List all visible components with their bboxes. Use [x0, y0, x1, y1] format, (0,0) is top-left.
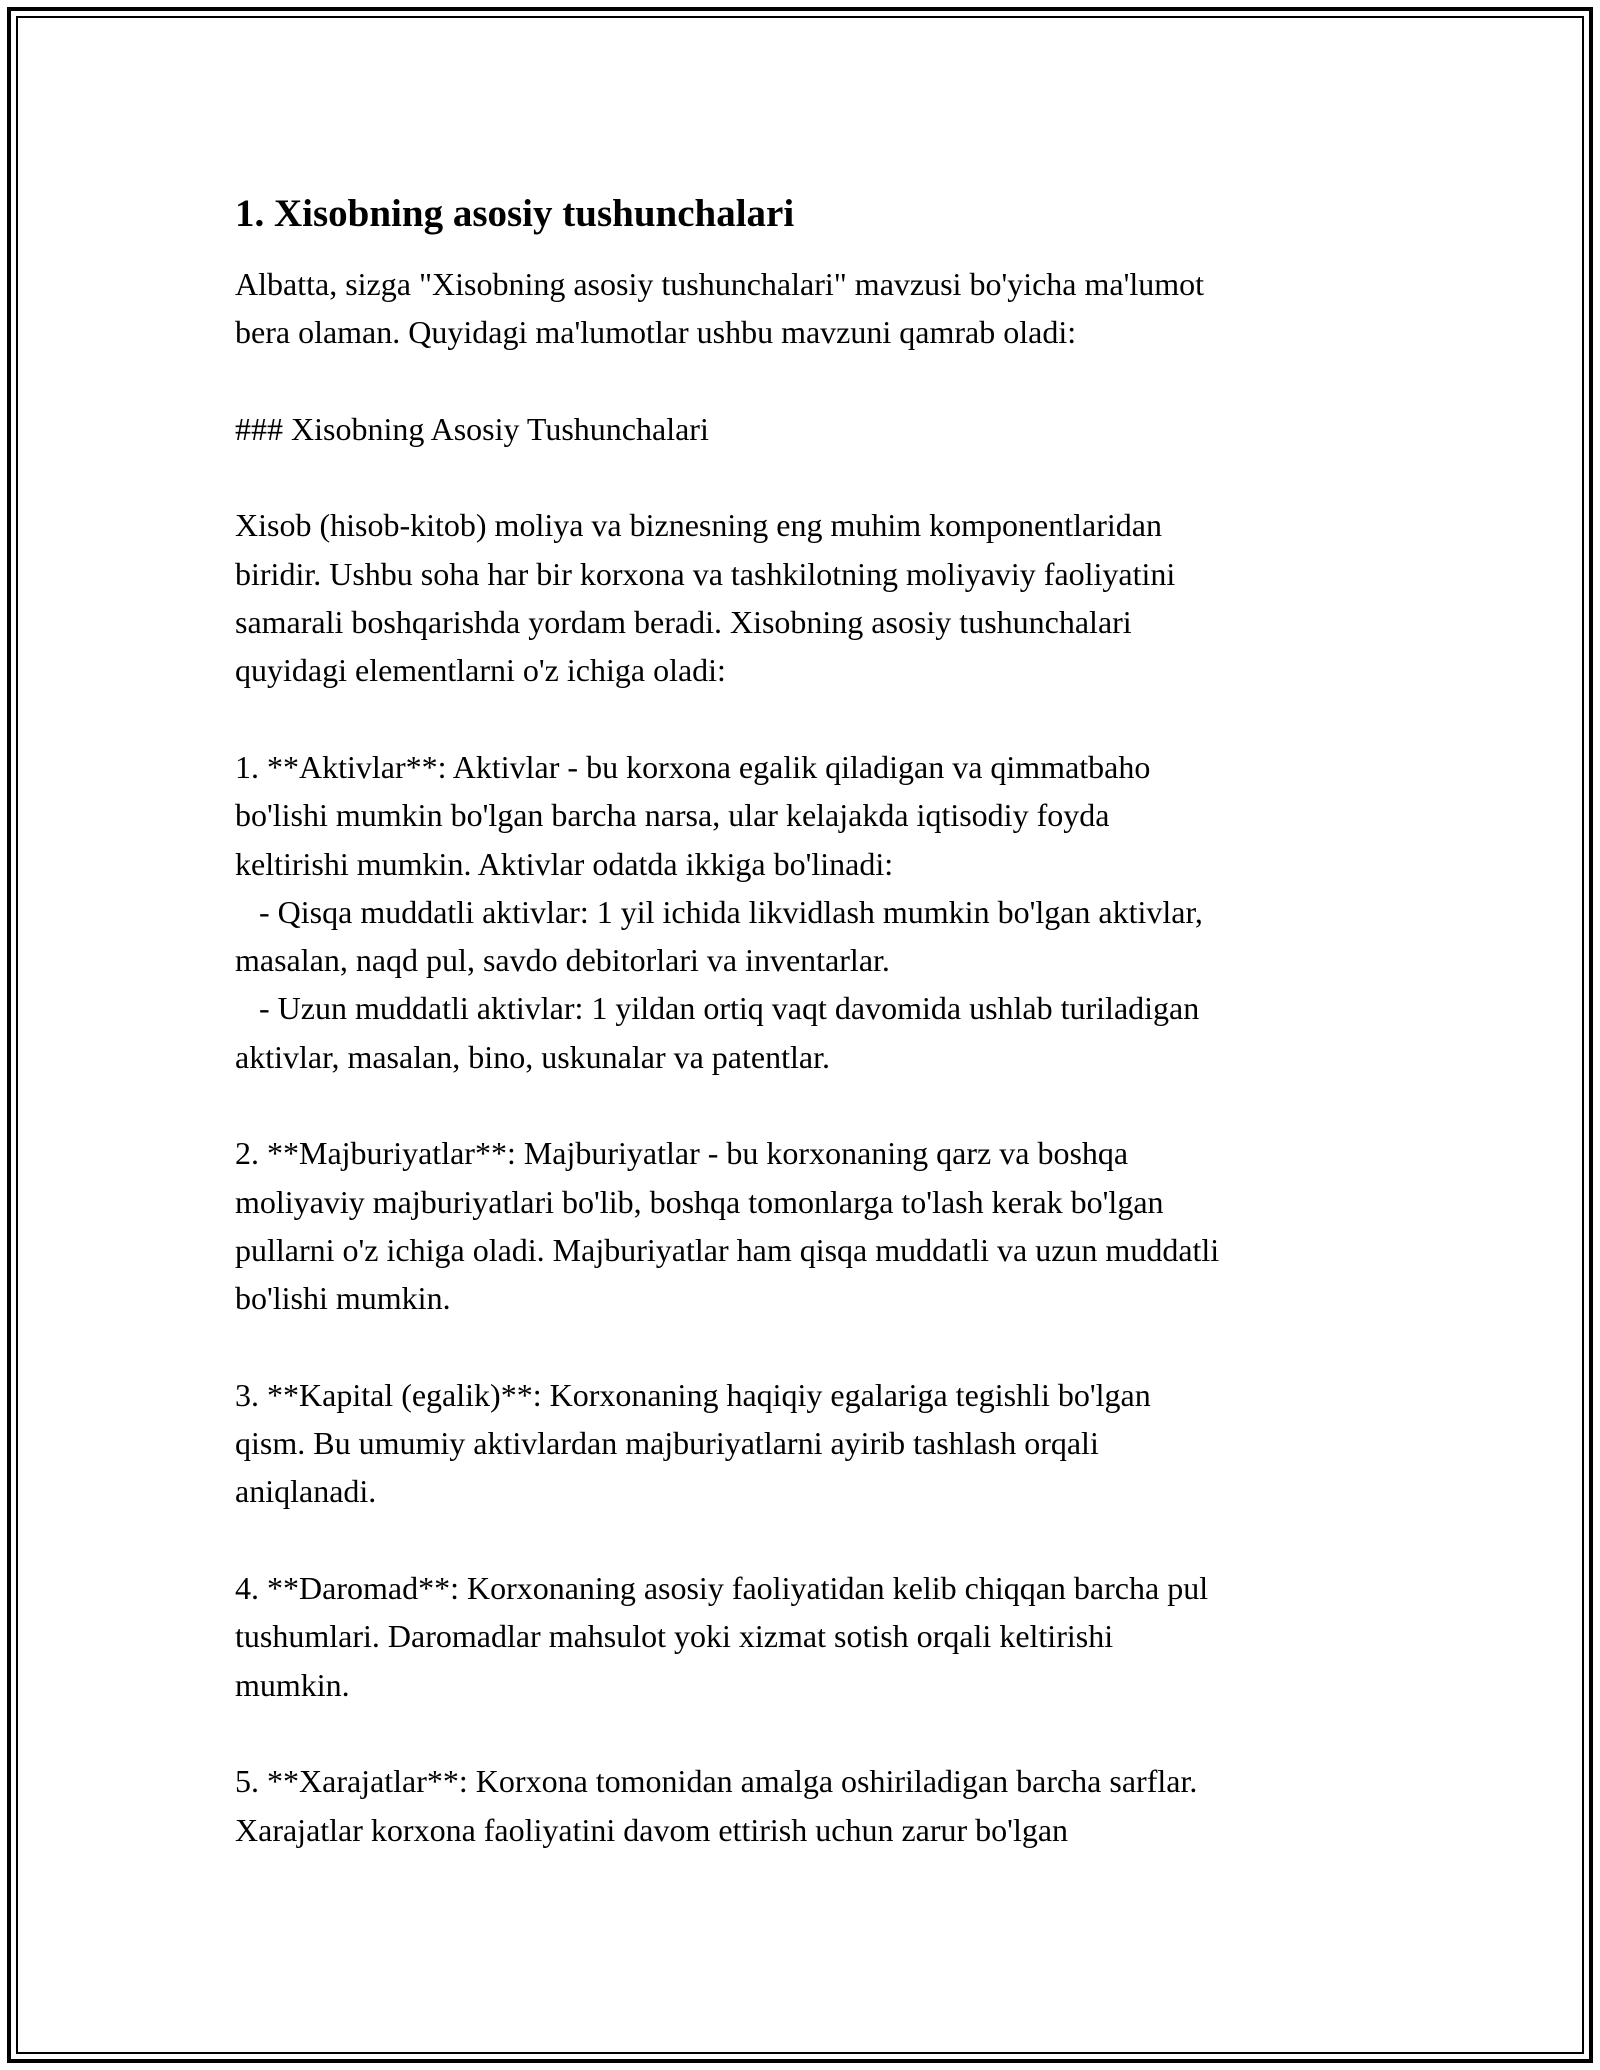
text-line: aniqlanadi.: [235, 1473, 377, 1510]
paragraph: [235, 1371, 1375, 1516]
text-line: 2. **Majburiyatlar**: Majburiyatlar - bu korxonaning qarz va boshqa: [235, 1135, 1129, 1172]
text-line: moliyaviy majburiyatlari bo'lib, boshqa tomonlarga to'lash kerak bo'lgan: [235, 1183, 1164, 1220]
text-line: keltirishi mumkin. Aktivlar odatda ikkiga bo'linadi:: [235, 845, 894, 882]
text-line: samarali boshqarishda yordam beradi. Xisobning asosiy tushunchalari: [235, 604, 1132, 641]
text-line: aktivlar, masalan, bino, uskunalar va patentlar.: [235, 1038, 830, 1075]
paragraph: [235, 405, 1375, 453]
text-line: biridir. Ushbu soha har bir korxona va tashkilotning moliyaviy faoliyatini: [235, 555, 1176, 592]
paragraph: [235, 501, 1375, 694]
text-line: bera olaman. Quyidagi ma'lumotlar ushbu mavzuni qamrab oladi:: [235, 314, 1077, 351]
text-line: masalan, naqd pul, savdo debitorlari va inventarlar.: [235, 942, 890, 979]
text-line: mumkin.: [235, 1666, 350, 1703]
paragraph: [235, 260, 1375, 357]
paragraph: [235, 1564, 1375, 1709]
paragraph: [235, 1757, 1375, 1854]
text-line: qism. Bu umumiy aktivlardan majburiyatlarni ayirib tashlash orqali: [235, 1425, 1099, 1462]
paragraph: [235, 743, 1375, 1081]
text-line: 4. **Daromad**: Korxonaning asosiy faoliyatidan kelib chiqqan barcha pul: [235, 1570, 1209, 1607]
text-line: - Qisqa muddatli aktivlar: 1 yil ichida likvidlash mumkin bo'lgan aktivlar,: [235, 893, 1203, 930]
text-line: Xisob (hisob-kitob) moliya va biznesning eng muhim komponentlaridan: [235, 507, 1162, 544]
text-line: quyidagi elementlarni o'z ichiga oladi:: [235, 652, 726, 689]
text-line: ### Xisobning Asosiy Tushunchalari: [235, 410, 709, 447]
text-line: - Uzun muddatli aktivlar: 1 yildan ortiq vaqt davomida ushlab turiladigan: [235, 990, 1200, 1027]
text-line: 1. **Aktivlar**: Aktivlar - bu korxona egalik qiladigan va qimmatbaho: [235, 748, 1151, 785]
document-title: 1. Xisobning asosiy tushunchalari: [235, 192, 795, 235]
text-line: Albatta, sizga "Xisobning asosiy tushunchalari" mavzusi bo'yicha ma'lumot: [235, 266, 1205, 302]
text-line: Xarajatlar korxona faoliyatini davom ettirish uchun zarur bo'lgan: [235, 1811, 1069, 1848]
paragraph: [235, 1129, 1375, 1322]
text-line: pullarni o'z ichiga oladi. Majburiyatlar ham qisqa muddatli va uzun muddatli: [235, 1231, 1220, 1268]
text-line: 3. **Kapital (egalik)**: Korxonaning haqiqiy egalariga tegishli bo'lgan: [235, 1376, 1151, 1413]
document-body: [235, 190, 1375, 1902]
text-line: bo'lishi mumkin.: [235, 1280, 451, 1317]
paragraph-list: [235, 260, 1375, 1854]
text-line: 5. **Xarajatlar**: Korxona tomonidan amalga oshiriladigan barcha sarflar.: [235, 1763, 1198, 1800]
text-line: tushumlari. Daromadlar mahsulot yoki xizmat sotish orqali keltirishi: [235, 1618, 1114, 1655]
text-line: bo'lishi mumkin bo'lgan barcha narsa, ular kelajakda iqtisodiy foyda: [235, 797, 1110, 834]
